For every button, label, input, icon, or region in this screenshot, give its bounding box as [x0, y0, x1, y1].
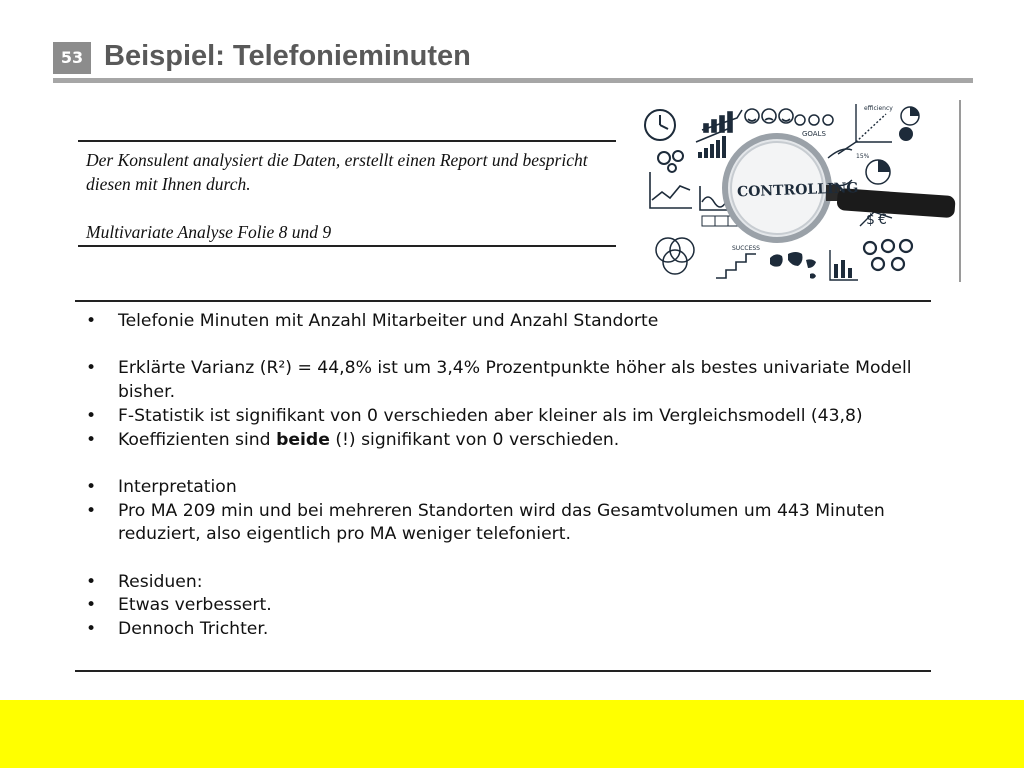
world-map-icon: [770, 252, 816, 279]
svg-text:GOALS: GOALS: [802, 130, 826, 138]
footer-band: [0, 700, 1024, 768]
bullets-top-rule: [75, 300, 931, 302]
growth-bars-icon: [702, 110, 742, 132]
list-item: • Residuen:: [86, 571, 203, 592]
svg-text:efficiency: efficiency: [864, 105, 893, 112]
smiley-faces-icon: [745, 109, 793, 123]
currency-icon: [860, 212, 892, 228]
svg-text:$: $: [866, 212, 875, 228]
title-underline: [53, 78, 973, 83]
slide-title: Beispiel: Telefonieminuten: [104, 40, 471, 72]
svg-text:CONTROLLING: CONTROLLING: [736, 180, 859, 201]
list-item: • Interpretation: [86, 476, 237, 497]
bullet-list: [86, 310, 936, 642]
venn-diagram-icon: [656, 238, 694, 274]
list-item: • Dennoch Trichter.: [86, 619, 269, 640]
svg-text:15%: 15%: [856, 153, 870, 160]
list-item: • F-Statistik ist signifikant von 0 verschieden aber kleiner als im Vergleichsmodell (43,8): [86, 405, 863, 426]
percent-pie-icon: [856, 153, 890, 184]
intro-bottom-rule: [78, 245, 616, 247]
gears-icon-right: [864, 240, 912, 270]
svg-text:SUCCESS: SUCCESS: [732, 245, 760, 252]
list-item: • Etwas verbessert.: [86, 595, 272, 616]
emphasis-text: beide: [276, 429, 330, 450]
list-item: • Koeffizienten sind beide (!) signifikant von 0 verschieden.: [86, 429, 620, 450]
goals-icon: [795, 115, 833, 138]
pie-chart-icon: [899, 107, 919, 141]
bullets-bottom-rule: [75, 670, 931, 672]
success-staircase-icon: [716, 245, 760, 278]
list-item: • Telefonie Minuten mit Anzahl Mitarbeiter und Anzahl Standorte: [86, 311, 659, 331]
intro-line-2: Multivariate Analyse Folie 8 und 9: [86, 222, 332, 242]
list-item: • Pro MA 209 min und bei mehreren Standorten wird das Gesamtvolumen um 443 Minuten reduziert, also eigentlich pro MA weniger telefoniert.: [86, 500, 885, 545]
list-item: • Erklärte Varianz (R²) = 44,8% ist um 3,4% Prozentpunkte höher als bestes univariate Modell bisher.: [86, 358, 912, 403]
bar-chart-icon: [830, 250, 858, 280]
controlling-illustration: [642, 100, 964, 282]
intro-text-box: [86, 148, 606, 244]
gears-icon-left: [658, 151, 683, 172]
intro-top-rule: [78, 140, 616, 142]
intro-line-1: Der Konsulent analysiert die Daten, erstellt einen Report und bespricht diesen mit Ihnen durch.: [86, 150, 588, 194]
slide-number-badge: 53: [53, 42, 91, 74]
axes-3d-icon: [838, 104, 893, 154]
svg-text:€: €: [878, 212, 887, 228]
line-chart-icon: [650, 172, 692, 208]
clock-icon: [645, 110, 675, 140]
